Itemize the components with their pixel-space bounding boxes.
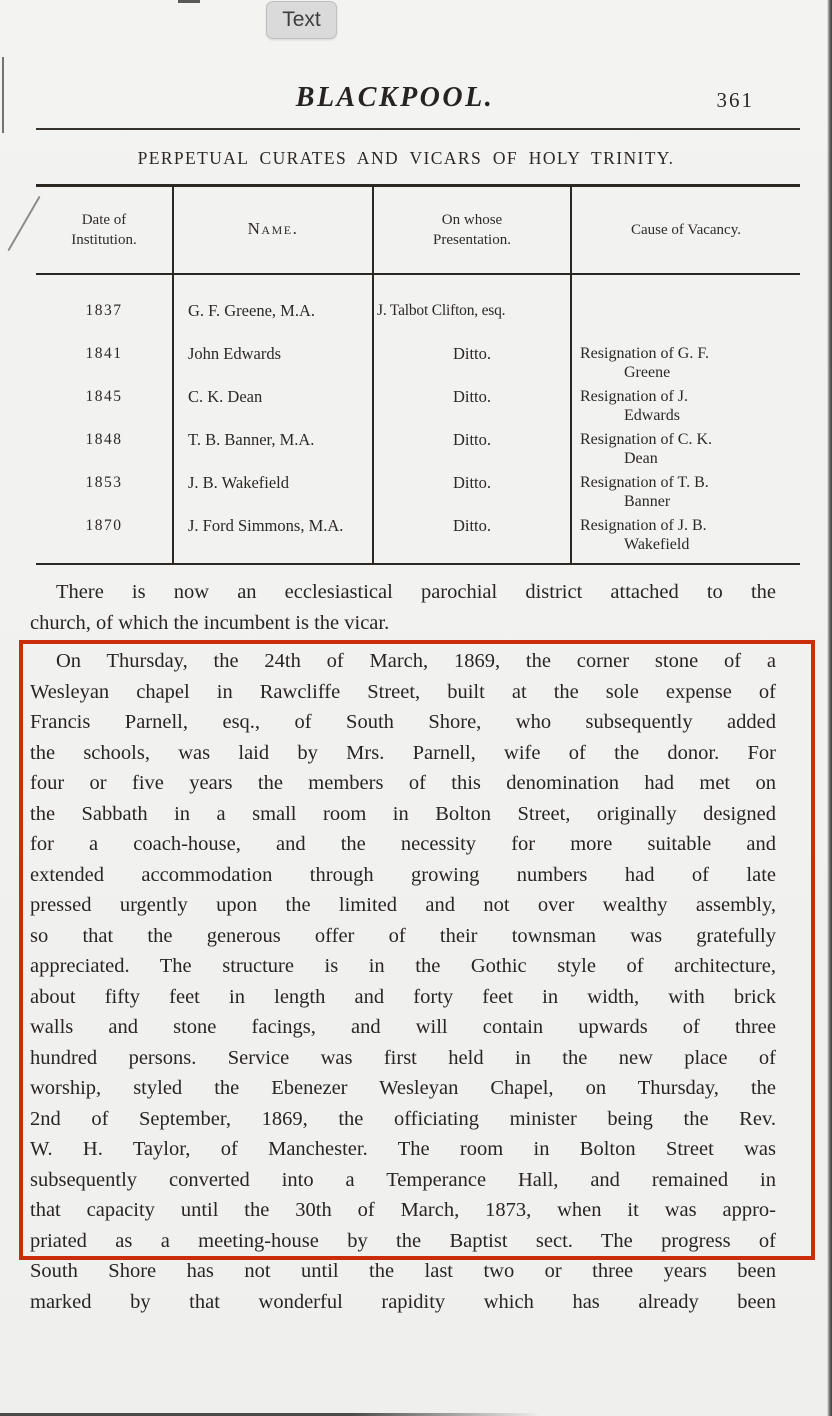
text-line: subsequently converted into a Temperance Hall, and remained in — [30, 1168, 776, 1191]
text-line: appreciated. The structure is in the Gothic style of architecture, — [30, 955, 776, 977]
cell-name: J. B. Wakefield — [173, 471, 373, 514]
text-line: about fifty feet in length and forty feet in width, with brick — [30, 985, 776, 1008]
vicars-table — [36, 184, 800, 565]
column-header-presentation: On whose Presentation. — [373, 186, 571, 274]
text-line: W. H. Taylor, of Manchester. The room in Bolton Street was — [30, 1138, 776, 1160]
vacancy-line-2: Greene — [624, 363, 671, 381]
cell-presentation: J. Talbot Clifton, esq. — [373, 274, 571, 342]
section-title: PERPETUAL CURATES AND VICARS OF HOLY TRINITY. — [137, 148, 675, 168]
text-line: so that the generous offer of their townsman was gratefully — [30, 924, 776, 947]
vacancy-line-2: Edwards — [624, 406, 680, 424]
cell-vacancy — [571, 385, 800, 428]
annotation-box[interactable] — [19, 640, 815, 1260]
cell-presentation: Ditto. — [373, 342, 571, 385]
table-row — [36, 514, 800, 564]
vacancy-line-2: Banner — [624, 492, 671, 510]
scan-edge-right — [827, 0, 832, 1416]
cell-name: John Edwards — [173, 342, 373, 385]
text-line: walls and stone facings, and will contain upwards of three — [30, 1016, 776, 1038]
cell-vacancy — [571, 471, 800, 514]
cell-presentation: Ditto. — [373, 471, 571, 514]
cell-date: 1837 — [85, 301, 123, 319]
vacancy-line-1: Resignation of J. — [580, 387, 688, 405]
vacancy-line-1: Resignation of G. F. — [580, 344, 709, 362]
text-line: 2nd of September, 1869, the officiating minister being the Rev. — [30, 1107, 776, 1130]
cell-presentation: Ditto. — [373, 428, 571, 471]
cell-date: 1841 — [85, 344, 123, 362]
table-row — [36, 471, 800, 514]
text-line: priated as a meeting-house by the Baptist sect. The progress of — [30, 1229, 776, 1252]
annotation-type-button[interactable] — [266, 1, 337, 39]
page-number: 361 — [716, 88, 754, 112]
text-line: that capacity until the 30th of March, 1873, when it was appro- — [30, 1199, 776, 1221]
text-line: the schools, was laid by Mrs. Parnell, wife of the donor. For — [30, 741, 776, 764]
cell-date: 1870 — [85, 516, 123, 534]
table-row — [36, 428, 800, 471]
cell-vacancy — [571, 514, 800, 564]
text-line: for a coach-house, and the necessity for more suitable and — [30, 833, 776, 855]
text-line: hundred persons. Service was first held in the new place of — [30, 1046, 776, 1069]
text-line: There is now an ecclesiastical parochial district attached to the — [56, 581, 776, 603]
vacancy-line-2: Dean — [624, 449, 658, 467]
column-header-name: Name. — [173, 186, 373, 274]
vacancy-line-2: Wakefield — [624, 535, 690, 553]
table-row — [36, 385, 800, 428]
cell-name: G. F. Greene, M.A. — [173, 274, 373, 342]
cell-presentation: Ditto. — [373, 385, 571, 428]
cell-name: J. Ford Simmons, M.A. — [173, 514, 373, 564]
table-row — [36, 274, 800, 342]
text-line: Wesleyan chapel in Rawcliffe Street, built at the sole expense of — [30, 680, 776, 703]
cell-name: C. K. Dean — [173, 385, 373, 428]
paragraph-intro — [30, 577, 776, 638]
table-row — [36, 342, 800, 385]
vacancy-line-1: Resignation of J. B. — [580, 516, 707, 534]
cell-vacancy — [571, 428, 800, 471]
cell-date: 1853 — [85, 473, 123, 491]
cell-name: T. B. Banner, M.A. — [173, 428, 373, 471]
paragraph-continuation — [30, 1256, 776, 1317]
column-header-date: Date of Institution. — [36, 186, 173, 274]
cell-presentation: Ditto. — [373, 514, 571, 564]
text-line: worship, styled the Ebenezer Wesleyan Chapel, on Thursday, the — [30, 1077, 776, 1099]
text-line: pressed urgently upon the limited and not over wealthy assembly, — [30, 894, 776, 916]
text-line: the Sabbath in a small room in Bolton Street, originally designed — [30, 802, 776, 825]
cell-vacancy — [571, 274, 800, 342]
text-line: Francis Parnell, esq., of South Shore, who subsequently added — [30, 711, 776, 733]
annotation-type-label: Text — [282, 8, 321, 31]
text-line: South Shore has not until the last two or three years been — [30, 1260, 776, 1282]
table-header-row — [36, 186, 800, 274]
cell-date: 1848 — [85, 430, 123, 448]
header-rule — [36, 128, 800, 130]
cell-date: 1845 — [85, 387, 123, 405]
vacancy-line-1: Resignation of C. K. — [580, 430, 712, 448]
running-title: BLACKPOOL. — [295, 82, 495, 113]
text-line: church, of which the incumbent is the vicar. — [30, 611, 390, 634]
text-line: On Thursday, the 24th of March, 1869, the corner stone of a — [56, 650, 776, 672]
text-line: four or five years the members of this denomination had met on — [30, 772, 776, 794]
text-line: extended accommodation through growing numbers had of late — [30, 863, 776, 886]
column-header-vacancy: Cause of Vacancy. — [571, 186, 800, 274]
cell-vacancy — [571, 342, 800, 385]
text-line: marked by that wonderful rapidity which has already been — [30, 1290, 776, 1313]
vacancy-line-1: Resignation of T. B. — [580, 473, 709, 491]
scan-edge-top-dash — [178, 0, 200, 3]
